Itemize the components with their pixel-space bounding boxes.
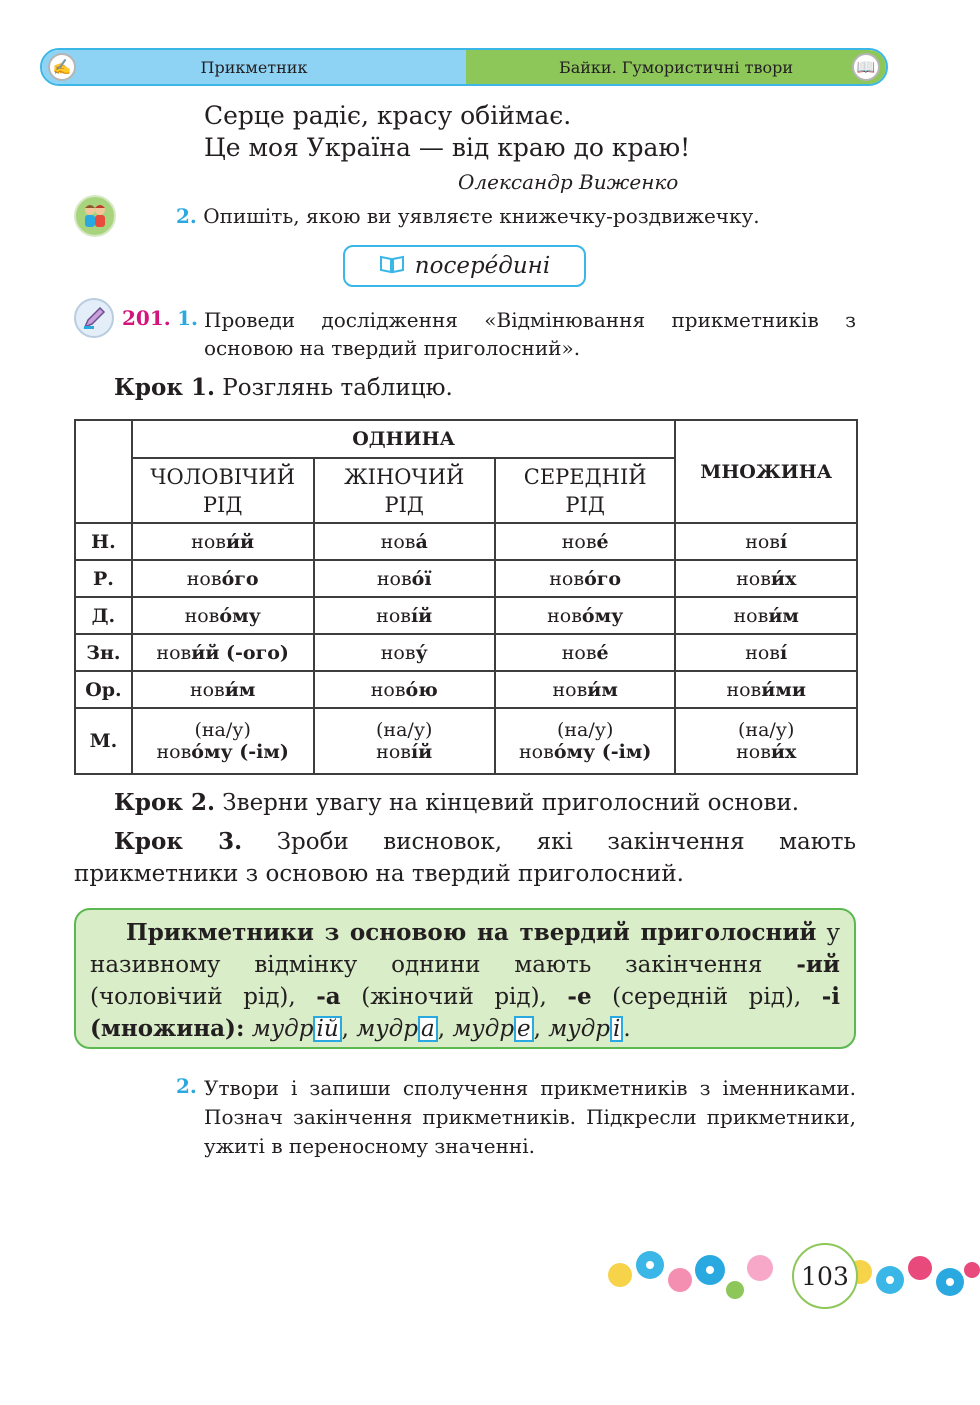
alt-ending: (-ого) [219,641,289,664]
flower-icon [726,1281,744,1299]
gender-word: СЕРЕДНІЙ [523,464,647,489]
cell-feminine [314,523,495,560]
table-row [75,634,857,671]
poem-author: Олександр Виженко [458,170,679,194]
plural-header: МНОЖИНА [675,420,857,523]
ending: о́му [581,604,624,627]
ending: и́м [587,678,618,701]
cell-masculine [132,560,314,597]
alt-ending: (-ім) [232,741,289,763]
step-2-text: Зверни увагу на кінцевий приголосний основи. [222,790,800,816]
ending: и́м [224,678,256,701]
stem: нов [376,567,412,590]
gender-rid: РІД [202,492,243,517]
stem: нов [547,604,582,627]
ending: и́ми [761,678,806,701]
cell-plural [675,597,857,634]
ending: о́му [553,741,596,763]
header-left-title: Прикметник [200,57,308,77]
cell-feminine [314,634,495,671]
stem: нов [186,567,222,590]
ending: і́ [780,530,788,553]
ending: у́ [415,641,428,664]
case-label: Зн. [75,634,132,671]
rule-text: (жіночий рід), [361,984,547,1010]
ending: о́ї [411,567,432,590]
preposition: (на/у) [194,719,251,741]
task-2-oral [176,204,760,228]
ending: и́й [191,641,220,664]
stem: нов [189,678,225,701]
cell-plural [675,523,857,560]
table-row [75,560,857,597]
step-3-label: Крок 3. [114,828,243,855]
case-label: Д. [75,597,132,634]
alt-ending: (-ім) [595,741,652,763]
exercise-201-text: Проведи дослідження «Відмінювання прикметників з основою на твердий приголосний». [204,308,856,360]
poem-excerpt [204,100,690,164]
writing-task-icon [74,298,114,338]
vocabulary-word: посере́дині [414,253,551,279]
stem: нов [561,530,597,553]
table-row [75,671,857,708]
flower-icon [668,1268,692,1292]
step-1-label: Крок 1. [114,374,215,401]
example-1 [252,1016,342,1042]
cell-masculine [132,708,314,774]
cell-feminine [314,597,495,634]
poem-line-1: Серце радіє, красу обіймає. [204,101,572,130]
table-row-locative [75,708,857,774]
declension-table [74,419,858,775]
stem: нов [380,641,416,664]
grammar-rule-box: Прикметники з основою на твердий приголосний у називному відмінку однини мають закінчення -ий (чоловічий рід), -а (жіночий рід), -е (середній рід), -і (множина): мудр ій , мудр а , мудр е , мудр і . [74,908,856,1049]
rule-text: у називному відмінку однини мають закінчення [90,920,840,978]
stem: нов [736,741,771,763]
ending-masculine: -ий [796,951,840,978]
ending: о́ю [405,678,438,701]
stem: нов [156,641,192,664]
ending: о́му [191,741,233,763]
stem: нов [184,604,220,627]
ending: і́й [410,604,433,627]
stem: нов [733,604,769,627]
ending: і́й [410,741,433,763]
ending-plural: -і [821,983,841,1010]
cell-neuter [495,560,675,597]
open-book-icon [379,254,405,279]
cell-masculine [132,634,314,671]
gender-neuter [495,458,675,523]
case-label: Ор. [75,671,132,708]
task-text: Опишіть, якою ви уявляєте книжечку-роздвижечку. [203,204,760,228]
stem: нов [745,530,780,553]
ending: о́му [219,604,261,627]
ending: е́ [596,530,609,553]
cell-feminine [314,671,495,708]
ending: и́й [225,530,255,553]
cell-neuter [495,597,675,634]
cell-masculine [132,597,314,634]
example-2 [356,1016,437,1042]
stem: нов [561,641,597,664]
ending: і́ [780,641,788,664]
rule-text: (середній рід), [612,984,802,1010]
flower-icon [608,1263,632,1287]
example-ending: е [514,1016,534,1042]
gender-masculine [132,458,314,523]
preposition: (на/у) [376,719,433,741]
case-label: Р. [75,560,132,597]
stem: нов [370,678,406,701]
stem: нов [156,741,192,763]
step-3 [74,826,856,890]
exercise-subtask: 1. [177,306,198,330]
ending: а́ [415,530,428,553]
cell-neuter [495,523,675,560]
preposition: (на/у) [556,719,614,741]
task-2-written: Утвори і запиши сполучення прикметників з іменниками. Познач закінчення прикметників. Підкресли прикметники, ужиті в переносному значенні. [204,1076,856,1158]
example-ending: ій [313,1016,341,1042]
gender-word: ЧОЛОВІЧИЙ [150,464,296,489]
example-stem: мудр [251,1016,314,1042]
table-row [75,597,857,634]
stem: нов [191,530,226,553]
cell-neuter [495,708,675,774]
task-2-number: 2. [176,1074,197,1098]
example-ending: а [418,1016,438,1042]
ending-feminine: -а [316,983,341,1010]
chapter-header [40,48,888,86]
cell-plural [675,708,857,774]
ending: и́м [768,604,799,627]
stem: нов [376,604,411,627]
step-3-text: Зроби висновок, які закінчення мають прикметники з основою на твердий приголосний. [74,829,857,887]
step-1 [114,374,453,401]
flower-icon [747,1255,773,1281]
rule-text: (чоловічий рід), [90,984,296,1010]
page-number: 103 [792,1243,858,1309]
cell-neuter [495,671,675,708]
example-3 [452,1016,533,1042]
corner-cell [75,420,132,523]
cell-masculine [132,523,314,560]
exercise-num: 201. [122,306,171,330]
rule-lead: Прикметники з основою на твердий приголосний [126,919,817,946]
ending-neuter: -е [567,983,592,1010]
header-section-literature [466,50,886,84]
exercise-number [122,306,198,330]
task-number: 2. [176,204,197,228]
header-right-title: Байки. Гумористичні твори [558,57,794,77]
gender-feminine [314,458,495,523]
stem: нов [736,567,771,590]
preposition: (на/у) [738,719,795,741]
stem: нов [745,641,780,664]
header-section-grammar [42,50,466,84]
cell-masculine [132,671,314,708]
gender-word: ЖІНОЧИЙ [344,464,465,489]
pen-note-icon: ✍ [48,53,76,81]
case-label: Н. [75,523,132,560]
ending: и́х [770,567,797,590]
gender-rid: РІД [565,492,605,517]
cell-plural [675,634,857,671]
step-1-text: Розглянь таблицю. [222,375,453,401]
vocabulary-word-box [343,245,586,287]
cell-feminine [314,708,495,774]
stem: нов [552,678,588,701]
flower-icon [908,1256,932,1280]
stem: нов [549,567,585,590]
stem: нов [376,741,411,763]
step-2 [114,789,799,816]
cell-feminine [314,560,495,597]
cell-plural [675,671,857,708]
cell-neuter [495,634,675,671]
example-stem: мудр [548,1016,611,1042]
case-rows [75,523,857,708]
case-label: М. [75,708,132,774]
pair-work-icon [74,195,116,237]
example-4 [548,1016,623,1042]
flower-icon [964,1262,980,1278]
step-2-label: Крок 2. [114,789,215,816]
ending: е́ [596,641,609,664]
ending: о́го [221,567,259,590]
singular-header: ОДНИНА [132,420,676,458]
example-stem: мудр [452,1016,515,1042]
example-stem: мудр [356,1016,418,1042]
table-row [75,523,857,560]
book-icon: 📖 [852,53,880,81]
cell-plural [675,560,857,597]
example-ending: і [610,1016,623,1042]
ending: о́го [584,567,622,590]
stem: нов [519,741,554,763]
poem-line-2: Це моя Україна — від краю до краю! [204,133,691,162]
stem: нов [380,530,416,553]
gender-rid: РІД [384,492,424,517]
ending: и́х [770,741,797,763]
flower-garland-decoration [600,1240,980,1310]
stem: нов [726,678,762,701]
rule-text: (множина): [90,1015,245,1042]
